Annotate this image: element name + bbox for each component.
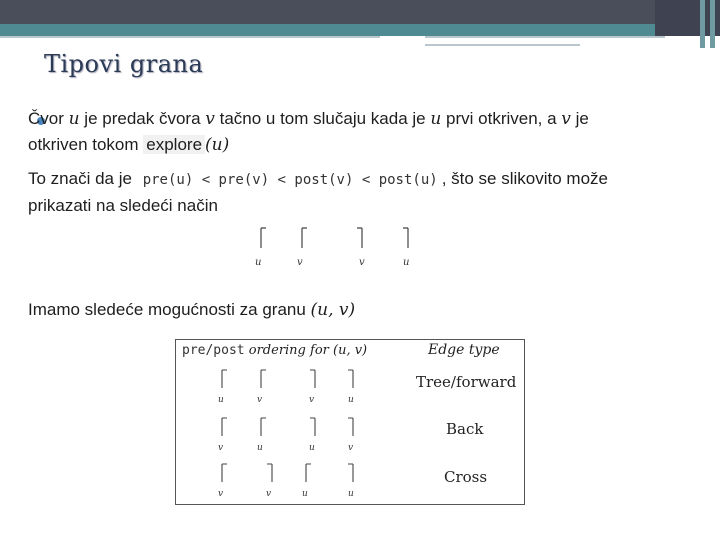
text: prvi otkriven, a (441, 109, 562, 128)
diagram-label: v (297, 257, 303, 268)
paragraph-ordering (28, 166, 698, 218)
top-banner-accent (0, 24, 720, 36)
text: Čvor (28, 109, 69, 128)
row-label: v (309, 395, 315, 405)
paragraph-ancestor (28, 106, 698, 158)
diagram-label: v (359, 257, 365, 268)
diagram-label: u (255, 257, 262, 268)
text: otkriven tokom (28, 135, 144, 154)
math-var: v (561, 109, 571, 129)
slide-title: Tipovi grana (44, 50, 204, 78)
edge-notation: (u, v) (310, 300, 356, 320)
divider-line (0, 36, 380, 38)
row-label: v (348, 443, 354, 453)
row-label: u (302, 489, 308, 499)
banner-stripe (710, 0, 715, 48)
banner-stripe (700, 0, 705, 48)
table-row-tree-brackets (206, 368, 366, 408)
paragraph-possibilities (28, 297, 698, 323)
text: To znači da je (28, 169, 137, 188)
row-label: u (348, 489, 354, 499)
row-label: v (257, 395, 263, 405)
row-label: u (257, 443, 263, 453)
math-var: u (68, 109, 80, 129)
close-bracket-u (403, 228, 408, 248)
bracket-diagram (250, 224, 430, 277)
header-mono: pre/post (182, 343, 245, 358)
diagram-label: u (403, 257, 410, 268)
row-label: u (309, 443, 315, 453)
ordering-formula: pre(u) < pre(v) < post(v) < post(u) (142, 172, 438, 188)
math-var: v (205, 109, 215, 129)
edge-type-cross: Cross (444, 468, 488, 486)
text: Imamo sledeće mogućnosti za granu (28, 300, 311, 319)
table-header-ordering (182, 342, 367, 358)
text: tačno u tom slučaju kada je (214, 109, 431, 128)
table-row-cross-brackets (206, 462, 366, 502)
open-bracket-v (302, 228, 307, 248)
edge-type-table (175, 339, 525, 505)
text: je (570, 109, 589, 128)
divider-line (425, 36, 665, 38)
top-banner (0, 0, 720, 26)
row-label: v (218, 443, 224, 453)
math-var: u (430, 109, 442, 129)
row-label: v (218, 489, 224, 499)
row-label: v (266, 489, 272, 499)
open-bracket-u (261, 228, 266, 248)
divider-line (425, 44, 580, 46)
close-bracket-v (357, 228, 362, 248)
table-header-edge-type: Edge type (428, 342, 500, 358)
text: prikazati na sledeći način (28, 196, 218, 215)
edge-type-back: Back (446, 420, 484, 438)
explore-keyword: explore (143, 135, 205, 154)
header-italic: ordering for (u, v) (244, 343, 368, 358)
text: , što se slikovito može (441, 169, 608, 188)
table-row-back-brackets (206, 416, 366, 456)
row-label: u (348, 395, 354, 405)
row-label: u (218, 395, 224, 405)
edge-type-tree-forward: Tree/forward (416, 373, 517, 391)
text: je predak čvora (79, 109, 206, 128)
math-arg: (u) (205, 135, 230, 155)
